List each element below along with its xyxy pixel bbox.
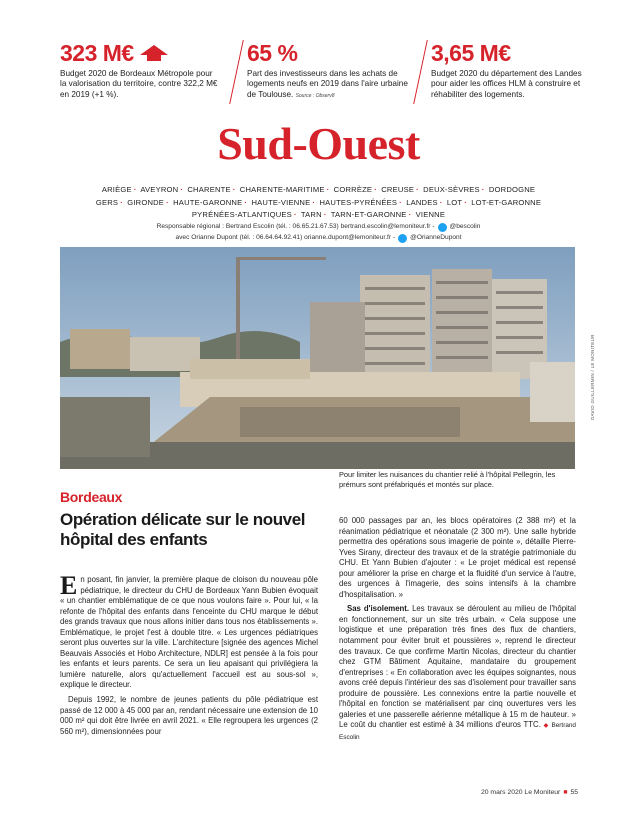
- stat-divider: [413, 40, 428, 104]
- region: ARIÈGE: [101, 185, 132, 194]
- region: DORDOGNE: [488, 185, 536, 194]
- article-kicker: Bordeaux: [60, 489, 123, 505]
- footer-date: 20 mars 2020: [480, 789, 523, 796]
- up-arrow-icon: [140, 45, 168, 61]
- region: GERS: [95, 197, 119, 207]
- article-column-2: [339, 516, 576, 747]
- region: LOT-ET-GARONNE: [471, 197, 542, 207]
- region: PYRÉNÉES-ATLANTIQUES: [191, 210, 292, 220]
- region: HAUTES-PYRÉNÉES: [319, 197, 398, 207]
- region: LOT: [446, 197, 463, 207]
- contact-line-1: [100, 222, 537, 232]
- region: HAUTE-VIENNE: [251, 197, 311, 207]
- article-paragraph-1: n posant, fin janvier, la première plaque de cloison du nouveau pôle pédiatrique, le directeur du CHU de Bordeaux Yann Bubien évoquait « un chantier emblématique de ce que nous voulons faire ». Pour lui, « la refonte de l'hôpital des enfants dans l'enceinte du CHU marque le début des grands travaux que nous allons initier dans tous nos établissements ». Emblématique, le projet l'est à double titre. « Les urgences pédiatriques seront plus ouvertes sur la ville. L'architecture [signée des agences Michel Beauvais Associés et Hobo Architecture, NDLR] est pensée à la fois pour les enfants et leurs parents. Ce sera un lieu apaisant qui privilégiera la lumière naturelle, alors qu'actuellement l'accueil est au sous-sol », explique le directeur.: [60, 575, 318, 690]
- article-subhead: Sas d'isolement.: [347, 604, 410, 614]
- stat-2-value: 65 %: [247, 40, 298, 66]
- stat-3-text: Budget 2020 du département des Landes pour aider les offices HLM à construire et réhabiliter des logements.: [431, 69, 582, 99]
- footer-page: 55: [570, 789, 578, 796]
- article-paragraph-3: 60 000 passages par an, les blocs opératoires (2 388 m²) et la réanimation pédiatrique et néonatale (2 300 m²). Une salle hybride permettra des opérations sous imagerie de pointe », détaille Pierre-Yves Sirany, directeur des travaux et de la stratégie patrimoniale du CHU. Et Yann Bubien d'ajouter : « Le projet médical est repensé pour améliorer la prise en charge et la fluidité d'un service à l'autre, des urgences à l'imagerie, des soins intensifs à la chambre d'hospitalisation. »: [339, 516, 576, 599]
- region: CHARENTE-MARITIME: [239, 185, 325, 194]
- stat-2-source: Source : Observ8: [295, 92, 335, 99]
- stat-1: [60, 40, 220, 100]
- twitter-handle-1[interactable]: @bescolin: [449, 223, 481, 230]
- region: LANDES: [406, 197, 438, 207]
- page-footer: [468, 789, 578, 796]
- end-mark-icon: ◆: [543, 723, 549, 730]
- photo-caption: Pour limiter les nuisances du chantier relié à l'hôpital Pellegrin, les prémurs sont préfabriqués et montés sur place.: [339, 470, 556, 490]
- article-paragraph-2: Depuis 1992, le nombre de jeunes patients du pôle pédiatrique est passé de 12 000 à 45 000 par an, rendant nécessaire une extension de 10 000 m² qui doit être livrée en avril 2021. « Elle regroupera les urgences (2 560 m²), dimensionnées pour: [60, 695, 318, 736]
- region: TARN-ET-GARONNE: [330, 210, 407, 220]
- section-title: Sud-Ouest: [217, 118, 420, 169]
- contact-text-1: Responsable régional : Bertrand Escolin (tél. : 06.65.21.67.53) bertrand.escolin@lemoniteur.fr -: [156, 223, 435, 230]
- region: HAUTE-GARONNE: [173, 197, 243, 207]
- contact-text-2: avec Orianne Dupont (tél. : 06.64.64.92.41) orianne.dupont@lemoniteur.fr -: [175, 234, 396, 241]
- region: DEUX-SÈVRES: [423, 185, 480, 194]
- region: VIENNE: [415, 210, 446, 220]
- stat-2-text: Part des investisseurs dans les achats de logements neufs en 2019 dans l'aire urbaine de Toulouse.: [247, 69, 408, 99]
- bullet-icon: ■: [563, 789, 568, 796]
- article-author: Bertrand Escolin: [339, 722, 576, 741]
- photo-credit: DAVID GUILLERMIN / LE MONITEUR: [590, 334, 595, 420]
- twitter-handle-2[interactable]: @OrianneDupont: [410, 234, 462, 241]
- region: CORRÈZE: [333, 185, 373, 194]
- footer-magazine: Le Moniteur: [524, 789, 561, 796]
- region: TARN: [300, 210, 322, 220]
- region: CHARENTE: [187, 185, 231, 194]
- region: AVEYRON: [140, 185, 179, 194]
- article-paragraph-4: Les travaux se déroulent au milieu de l'hôpital en fonctionnement, sur un site très urbain. « Cela suppose une logistique et une préparation très fines des flux de chantiers, notamment pour éviter bruit et poussières », reprend le directeur des travaux. Ce que confirme Martin Nicolas, directeur du chantier chez GTM Bâtiment Aquitaine, mandataire du groupement d'entreprises : « En collaboration avec les équipes soignantes, nous avons créé depuis l'intérieur des sas d'isolement pour travailler sans produire de poussière. Les connexions entre la partie nouvelle et l'hôpital en fonction se matérialisent par cinq ouvertures vers les galeries et une passerelle aérienne métallique à 15 m de hauteur. » Le coût du chantier est estimé à 34 millions d'euros TTC.: [339, 604, 577, 730]
- region: CREUSE: [381, 185, 415, 194]
- stat-divider: [229, 40, 244, 104]
- stat-3: [431, 40, 591, 100]
- twitter-icon: [398, 234, 407, 243]
- stat-1-value: 323 M€: [60, 40, 134, 66]
- contact-line-2: [100, 233, 537, 243]
- region: GIRONDE: [127, 197, 165, 207]
- stat-3-value: 3,65 M€: [431, 40, 511, 66]
- regions-list: ARIÈGE · AVEYRON · CHARENTE · CHARENTE-MARITIME · CORRÈZE · CREUSE · DEUX-SÈVRES · DORDOGNE GERS · GIRONDE · HAUTE-GARONNE · HAUTE-VIENNE · HAUTES-PYRÉNÉES · LANDES · LOT · LOT-ET-GARONNE PYRÉNÉES-ATLANTIQUES · TARN · TARN-ET-GARONNE · VIENNE: [95, 185, 542, 220]
- twitter-icon: [438, 223, 447, 232]
- stat-2: [247, 40, 415, 101]
- article-column-1: [60, 571, 318, 741]
- stat-1-text: Budget 2020 de Bordeaux Métropole pour la valorisation du territoire, contre 322,2 M€ en 2019 (+1 %).: [60, 69, 218, 99]
- article-headline: Opération délicate sur le nouvel hôpital des enfants: [60, 510, 306, 549]
- dropcap: E: [60, 571, 78, 600]
- construction-photo: [60, 247, 575, 469]
